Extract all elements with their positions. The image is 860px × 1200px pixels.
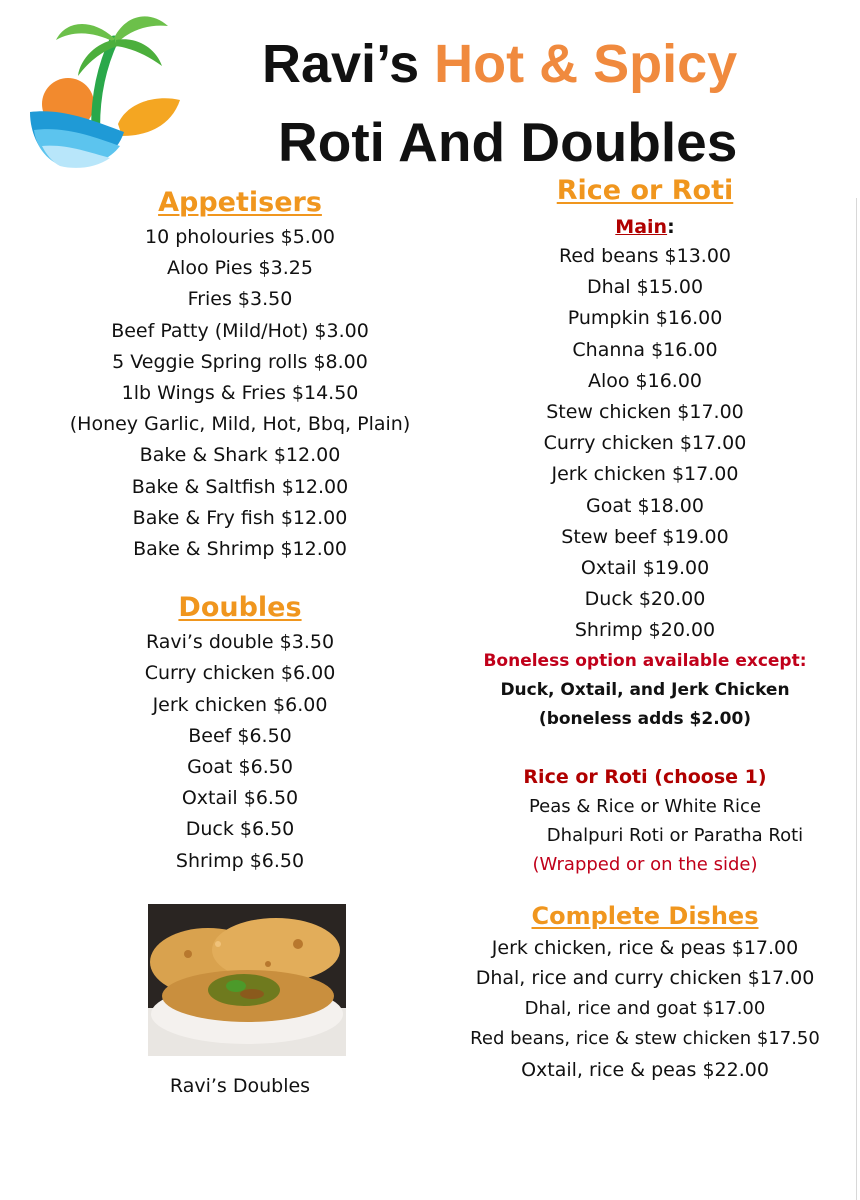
- menu-item: Dhal, rice and curry chicken $17.00: [475, 967, 815, 990]
- title-name: Ravi’s: [262, 34, 435, 94]
- menu-item: Jerk chicken $6.00: [152, 693, 328, 716]
- main-list: [450, 241, 840, 647]
- menu-item-note: (Honey Garlic, Mild, Hot, Bbq, Plain): [69, 413, 411, 436]
- page-edge-divider: [856, 198, 857, 1200]
- doubles-heading: Doubles: [178, 592, 302, 624]
- photo-caption: Ravi’s Doubles: [169, 1075, 311, 1097]
- menu-item: Aloo Pies $3.25: [167, 257, 313, 280]
- menu-item: Channa $16.00: [572, 338, 718, 361]
- boneless-note: Boneless option available except:: [483, 650, 807, 671]
- menu-item: Beef Patty (Mild/Hot) $3.00: [111, 319, 369, 342]
- menu-item: Red beans, rice & stew chicken $17.50: [470, 1028, 820, 1050]
- complete-dishes-list: [450, 933, 840, 1086]
- menu-item: Bake & Shark $12.00: [139, 444, 341, 467]
- left-column: [40, 184, 440, 877]
- main-label-text: Main: [615, 216, 668, 238]
- menu-item: Duck $6.50: [185, 818, 295, 841]
- menu-item: Bake & Shrimp $12.00: [133, 538, 347, 561]
- doubles-list: [40, 627, 440, 877]
- menu-item: 10 pholouries $5.00: [145, 226, 335, 248]
- appetisers-heading: Appetisers: [158, 187, 322, 218]
- menu-item: 1lb Wings & Fries $14.50: [121, 382, 359, 405]
- menu-item: Stew chicken $17.00: [546, 401, 744, 424]
- menu-item: Duck $20.00: [584, 588, 706, 611]
- menu-item: 5 Veggie Spring rolls $8.00: [112, 350, 368, 373]
- menu-item: Ravi’s double $3.50: [145, 631, 335, 654]
- menu-item: Oxtail $6.50: [181, 787, 299, 810]
- choose-roti: Dhalpuri Roti or Paratha Roti: [546, 824, 804, 846]
- page-title-line1: [262, 32, 737, 96]
- menu-item: Red beans $13.00: [559, 245, 731, 267]
- menu-item: Jerk chicken $17.00: [551, 463, 739, 486]
- choose-note: (Wrapped or on the side): [532, 853, 758, 875]
- boneless-price: (boneless adds $2.00): [538, 708, 752, 729]
- palm-tree-logo-icon: [22, 12, 184, 174]
- menu-item: Oxtail, rice & peas $22.00: [521, 1058, 769, 1081]
- appetisers-list: [40, 222, 440, 565]
- menu-item: Curry chicken $6.00: [144, 662, 336, 685]
- menu-item: Dhal, rice and goat $17.00: [524, 997, 766, 1019]
- main-label: [450, 213, 840, 241]
- menu-item: Beef $6.50: [188, 724, 292, 747]
- menu-item: Goat $18.00: [586, 494, 704, 517]
- page-title-line2: Roti And Doubles: [278, 111, 738, 173]
- choose-rice: Peas & Rice or White Rice: [528, 795, 762, 817]
- menu-item: Aloo $16.00: [587, 369, 703, 392]
- menu-item: Goat $6.50: [187, 756, 293, 779]
- menu-item: Shrimp $20.00: [574, 619, 716, 642]
- menu-item: Jerk chicken, rice & peas $17.00: [491, 936, 799, 959]
- menu-item: Fries $3.50: [187, 288, 293, 311]
- menu-item: Bake & Saltfish $12.00: [131, 475, 349, 498]
- choose-heading: Rice or Roti (choose 1): [523, 765, 767, 788]
- doubles-photo-image: [148, 904, 346, 1056]
- main-label-colon: :: [667, 216, 675, 238]
- menu-item: Pumpkin $16.00: [567, 307, 723, 330]
- rice-or-roti-heading: Rice or Roti: [556, 175, 734, 206]
- menu-item: Curry chicken $17.00: [543, 432, 747, 455]
- menu-item: Bake & Fry fish $12.00: [132, 506, 348, 529]
- menu-item: Stew beef $19.00: [561, 525, 729, 548]
- complete-dishes-heading: Complete Dishes: [531, 901, 759, 930]
- menu-item: Shrimp $6.50: [175, 849, 305, 872]
- right-column: [450, 172, 840, 1085]
- boneless-exceptions: Duck, Oxtail, and Jerk Chicken: [500, 679, 790, 700]
- title-hot-spicy: Hot & Spicy: [434, 34, 738, 94]
- menu-item: Dhal $15.00: [586, 276, 704, 299]
- menu-item: Oxtail $19.00: [580, 557, 710, 580]
